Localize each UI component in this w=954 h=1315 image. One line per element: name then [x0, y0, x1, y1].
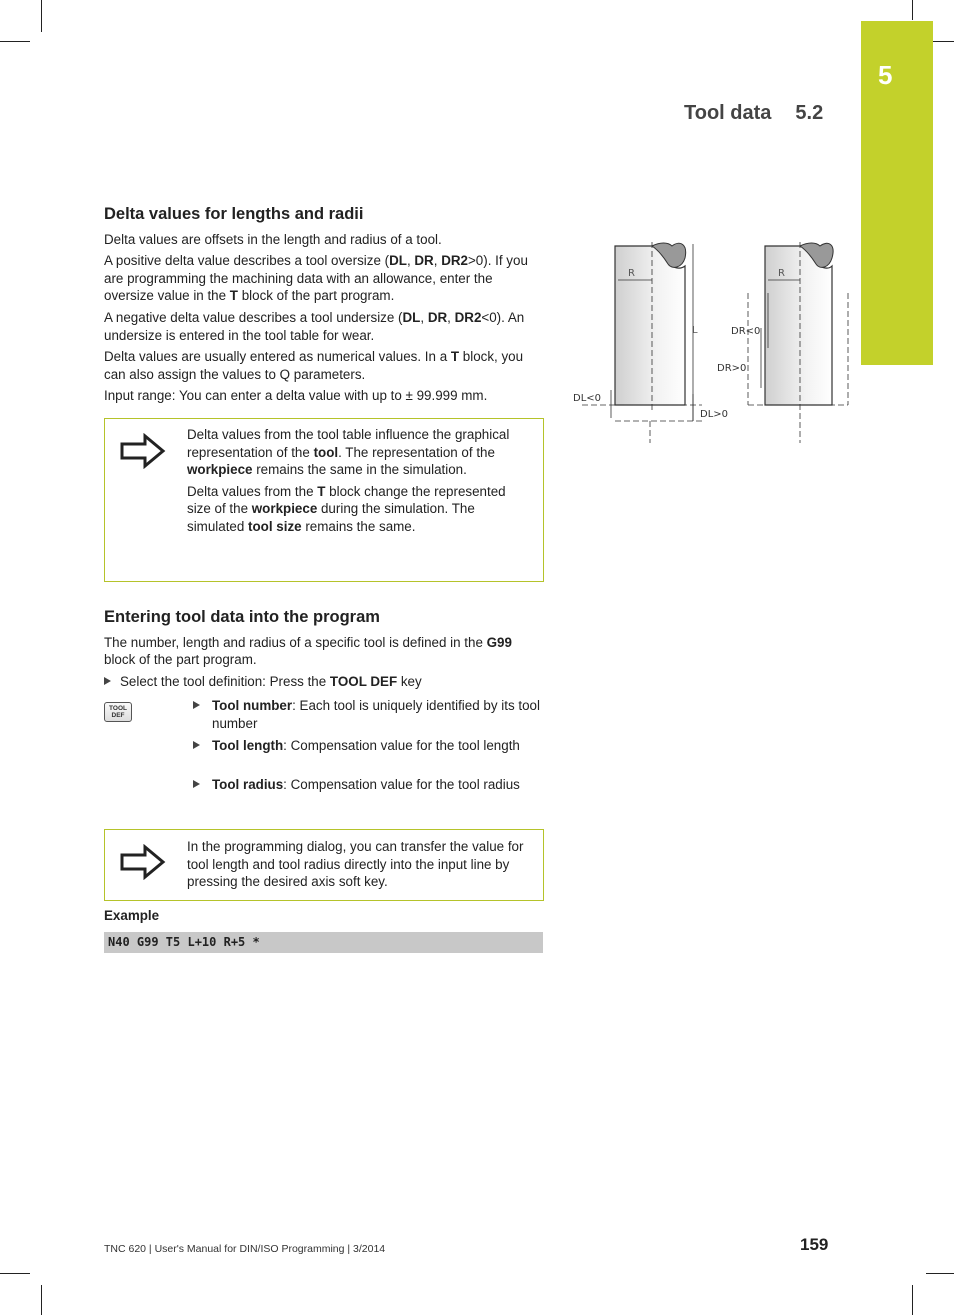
chapter-tab — [861, 21, 933, 365]
paragraph: Delta values are usually entered as numerical values. In a T block, you can also assign the values to Q parameters. — [104, 349, 524, 382]
keycap-line: TOOL — [109, 705, 127, 712]
figure-label: DL>0 — [700, 409, 729, 420]
tool-delta-figure — [568, 238, 858, 448]
example-label: Example — [104, 908, 160, 923]
note-arrow-icon — [119, 433, 167, 469]
section-delta-values — [104, 206, 544, 405]
code-example: N40 G99 T5 L+10 R+5 * — [104, 932, 543, 953]
bullet-triangle-icon — [193, 701, 200, 709]
paragraph: The number, length and radius of a specific tool is defined in the G99 block of the part program. — [104, 634, 512, 668]
figure-label: R — [778, 268, 785, 279]
chapter-number: 5 — [878, 60, 893, 90]
list-item: Tool length: Compensation value for the tool length — [193, 737, 543, 755]
footer-text: TNC 620 | User's Manual for DIN/ISO Programming | 3/2014 — [104, 1243, 386, 1255]
crop-mark — [41, 1285, 42, 1315]
crop-mark — [926, 1273, 954, 1274]
crop-mark — [912, 0, 913, 20]
bullet-triangle-icon — [104, 677, 111, 685]
note-text: In the programming dialog, you can transfer the value for tool length and tool radius directly into the input line by pressing the desired axis soft key. — [187, 839, 524, 890]
list-item: Tool radius: Compensation value for the tool radius — [193, 776, 543, 794]
crop-mark — [0, 1273, 30, 1274]
crop-mark — [0, 41, 30, 42]
header-title: Tool data — [684, 102, 772, 124]
header-section: 5.2 — [795, 102, 824, 124]
paragraph: A positive delta value describes a tool oversize (DL, DR, DR2>0). If you are programming the machining data with an allowance, enter the oversize value in the T block of the part program. — [104, 253, 528, 304]
list-item: Tool number: Each tool is uniquely identified by its tool number — [193, 697, 543, 732]
page-number: 159 — [800, 1235, 829, 1254]
note-box — [104, 829, 544, 901]
note-paragraph: Delta values from the tool table influence the graphical representation of the tool. The representation of the workpiece remains the same in the simulation. — [187, 427, 510, 478]
running-header — [684, 102, 823, 125]
paragraph: Input range: You can enter a delta value with up to ± 99.999 mm. — [104, 388, 488, 404]
note-paragraph: Delta values from the T block change the represented size of the workpiece during the simulation. The simulated tool size remains the same. — [187, 483, 506, 534]
section-entering-tool-data — [104, 609, 544, 690]
note-text — [187, 426, 527, 536]
bullet-triangle-icon — [193, 741, 200, 749]
crop-mark — [41, 0, 42, 32]
paragraph: Delta values are offsets in the length and radius of a tool. — [104, 231, 442, 247]
paragraph: A negative delta value describes a tool undersize (DL, DR, DR2<0). An undersize is entered in the tool table for wear. — [104, 309, 525, 343]
step-instruction: Select the tool definition: Press the TOOL DEF key — [104, 673, 544, 691]
note-arrow-icon — [119, 844, 167, 880]
figure-label: DL<0 — [573, 393, 602, 404]
figure-label: R — [628, 268, 635, 279]
note-box — [104, 418, 544, 582]
figure-label: L — [692, 325, 698, 336]
tool-def-key-icon — [104, 702, 132, 722]
keycap-line: DEF — [111, 712, 125, 719]
crop-mark — [912, 1285, 913, 1315]
figure-label: DR<0 — [731, 326, 761, 337]
section-heading: Entering tool data into the program — [104, 608, 380, 626]
figure-label: DR>0 — [717, 363, 747, 374]
bullet-triangle-icon — [193, 780, 200, 788]
section-heading: Delta values for lengths and radii — [104, 205, 364, 223]
